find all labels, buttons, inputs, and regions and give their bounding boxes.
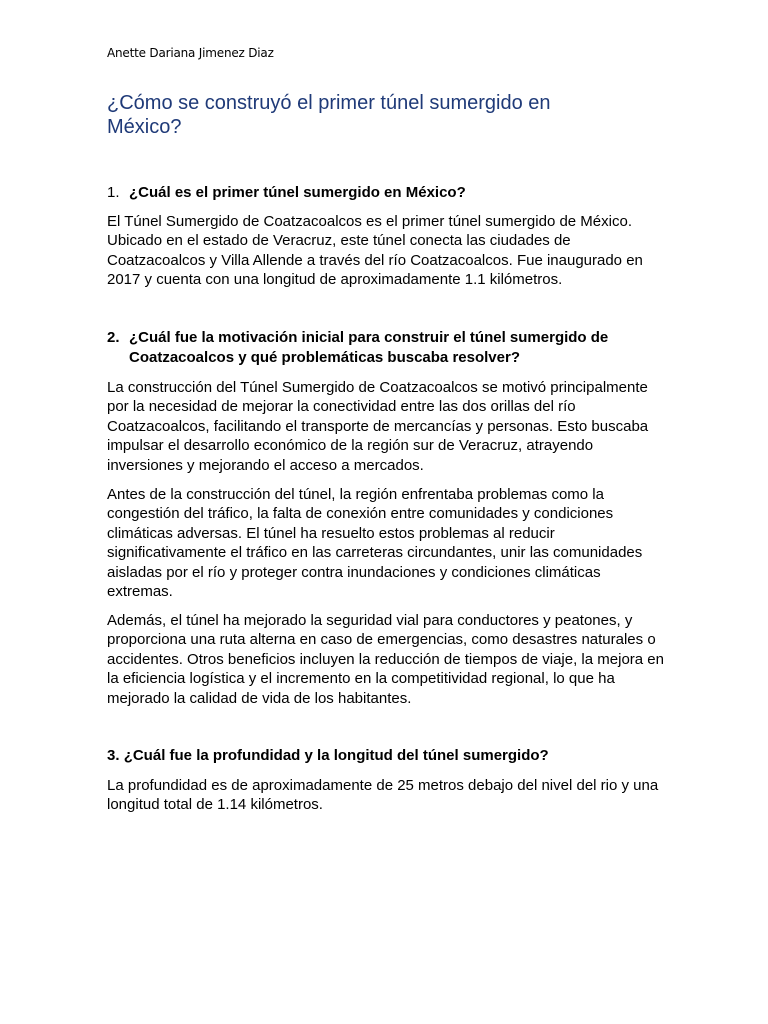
answer-paragraph: Antes de la construcción del túnel, la región enfrentaba problemas como la congestión del tráfico, la falta de conexión entre comunidades y condiciones climáticas adversas. El túnel ha resuelto estos problemas al reducir significativamente el tráfico en las carreteras circundantes, unir las comunidades aisladas por el río y proteger contra inundaciones y condiciones climáticas extremas. bbox=[107, 486, 643, 601]
question-number: 1. bbox=[107, 184, 120, 201]
question-2 bbox=[107, 328, 647, 368]
question-text bbox=[107, 746, 647, 766]
question-3 bbox=[107, 746, 647, 766]
answer-paragraph: Además, el túnel ha mejorado la seguridad vial para conductores y peatones, y proporciona una ruta alterna en caso de emergencias, como desastres naturales o accidentes. Otros beneficios incluyen la reducción de tiempos de viaje, la mejora en la eficiencia logística y el incremento en la competitividad regional, lo que ha mejorado la calidad de vida de los habitantes. bbox=[107, 612, 664, 707]
question-number: 3. bbox=[107, 747, 120, 764]
answer-paragraph: La construcción del Túnel Sumergido de Coatzacoalcos se motivó principalmente por la necesidad de mejorar la conectividad entre las dos orillas del río Coatzacoalcos, facilitando el transporte de mercancías y personas. Esto buscaba impulsar el desarrollo económico de la región sur de Veracruz, atrayendo inversiones y mejorando el acceso a mercados. bbox=[107, 379, 649, 474]
question-text: ¿Cuál fue la motivación inicial para construir el túnel sumergido de Coatzacoalcos y qué problemáticas buscaba resolver? bbox=[129, 329, 609, 366]
author-name: Anette Dariana Jimenez Diaz bbox=[107, 46, 274, 60]
question-label: ¿Cuál fue la profundidad y la longitud del túnel sumergido? bbox=[123, 747, 549, 764]
answer-paragraph: La profundidad es de aproximadamente de 25 metros debajo del nivel del rio y una longitud total de 1.14 kilómetros. bbox=[107, 777, 659, 814]
document-title: ¿Cómo se construyó el primer túnel sumergido en México? bbox=[107, 92, 551, 138]
question-number: 2. bbox=[107, 329, 120, 346]
answer-paragraph: El Túnel Sumergido de Coatzacoalcos es el primer túnel sumergido de México. Ubicado en el estado de Veracruz, este túnel conecta las ciudades de Coatzacoalcos y Villa Allende a través del río Coatzacoalcos. Fue inaugurado en 2017 y cuenta con una longitud de aproximadamente 1.1 kilómetros. bbox=[107, 213, 643, 289]
question-text: ¿Cuál es el primer túnel sumergido en México? bbox=[129, 184, 466, 201]
question-1 bbox=[107, 183, 647, 203]
